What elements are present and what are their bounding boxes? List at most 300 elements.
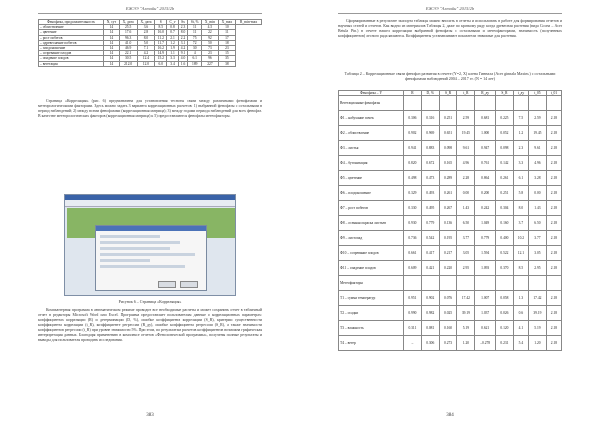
value-cell: 0.7 (167, 30, 179, 35)
value-cell: 8.0 (137, 35, 155, 40)
value-cell (546, 96, 561, 111)
value-cell: 2.59 (457, 111, 475, 126)
value-cell: 19.45 (457, 126, 475, 141)
value-cell: 0.941 (404, 141, 422, 156)
column-header: D, % (421, 91, 439, 96)
value-cell: 17 (218, 35, 235, 40)
column-header: N, сут (104, 20, 120, 25)
value-cell: 0.400 (496, 231, 514, 246)
value-cell: 0.160 (496, 216, 514, 231)
value-cell (439, 276, 457, 291)
value-cell: 23 (202, 51, 219, 56)
value-cell: 212.0 (119, 61, 137, 66)
value-cell: 14 (104, 30, 120, 35)
value-cell: 14 (104, 40, 120, 45)
value-cell: 0.370 (496, 261, 514, 276)
value-cell: 4.96 (457, 156, 475, 171)
value-cell: 72 (188, 40, 202, 45)
row-label-cell: Ф6 – плодоношение (339, 186, 404, 201)
table-row (339, 216, 562, 231)
value-cell: 0.261 (496, 171, 514, 186)
value-cell: 2.18 (546, 321, 561, 336)
value-cell: 6.0 (155, 61, 167, 66)
value-cell (513, 96, 528, 111)
value-cell: 39.19 (457, 306, 475, 321)
value-cell (457, 96, 475, 111)
value-cell: 0.864 (475, 171, 496, 186)
table-row (339, 126, 562, 141)
table-row (39, 61, 262, 66)
value-cell: 0.00 (529, 186, 547, 201)
value-cell: 0.052 (496, 126, 514, 141)
value-cell: 2.95 (457, 261, 475, 276)
value-cell: 8.0 (178, 30, 188, 35)
value-cell: 1.594 (475, 246, 496, 261)
value-cell (439, 96, 457, 111)
value-cell: 4.1 (513, 321, 528, 336)
value-cell: 46.9 (119, 46, 137, 51)
value-cell: 11.7 (155, 40, 167, 45)
value-cell: 5.4 (513, 336, 528, 351)
column-header: t_05 (529, 91, 547, 96)
value-cell: 6.1 (188, 56, 202, 61)
value-cell: 1.007 (475, 291, 496, 306)
value-cell: 5.19 (457, 321, 475, 336)
value-cell: 5.8 (513, 186, 528, 201)
column-header: S_R (439, 91, 457, 96)
value-cell: 0.058 (496, 291, 514, 306)
value-cell: 0.542 (421, 231, 439, 246)
value-cell: 2.18 (546, 216, 561, 231)
value-cell: 0.081 (421, 321, 439, 336)
value-cell: 3.28 (529, 171, 547, 186)
column-header: Фенофазы, продолжительность (39, 20, 104, 25)
value-cell: 0.609 (404, 261, 422, 276)
value-cell (404, 96, 422, 111)
value-cell: 18 (218, 40, 235, 45)
value-cell: 30 (188, 46, 202, 51)
value-cell: 0.220 (439, 261, 457, 276)
value-cell: –0.278 (475, 336, 496, 351)
value-cell (404, 276, 422, 291)
value-cell: 9.61 (529, 141, 547, 156)
value-cell: 0.267 (439, 201, 457, 216)
row-label-cell: Ф9 – листопад (339, 231, 404, 246)
row-label-cell: – облиствление (39, 25, 104, 30)
value-cell: 1.20 (457, 336, 475, 351)
value-cell: 14 (104, 51, 120, 56)
value-cell: 0.306 (404, 111, 422, 126)
value-cell: 75 (188, 35, 202, 40)
value-cell: 73 (202, 46, 219, 51)
row-label-cell: T1 – сумма температур (339, 291, 404, 306)
value-cell: 12.1 (513, 246, 528, 261)
value-cell: 4.0 (178, 56, 188, 61)
column-header: Фенофазы – Y (339, 91, 404, 96)
row-label-cell: – цветение (39, 30, 104, 35)
table-body (339, 96, 562, 351)
row-label-cell: – одревеснение побегов (39, 40, 104, 45)
value-cell: 2.18 (546, 141, 561, 156)
value-cell: 1.049 (475, 216, 496, 231)
value-cell: 0.160 (439, 321, 457, 336)
value-cell: 14 (104, 35, 120, 40)
value-cell: 23 (218, 46, 235, 51)
value-cell (529, 96, 547, 111)
value-cell: 0.661 (404, 246, 422, 261)
value-cell: 1.6 (178, 61, 188, 66)
value-cell: 2.18 (546, 156, 561, 171)
column-header: S_R (496, 91, 514, 96)
value-cell (546, 276, 561, 291)
value-cell: 11 (188, 25, 202, 30)
value-cell: 2.28 (457, 171, 475, 186)
dialog-field (100, 265, 185, 268)
value-cell: 10 (218, 25, 235, 30)
value-cell: 0.289 (439, 171, 457, 186)
value-cell: 2.18 (546, 306, 561, 321)
value-cell: 4 (188, 51, 202, 56)
value-cell: 12.0 (137, 61, 155, 66)
value-cell: 3.4 (167, 61, 179, 66)
value-cell: 2.2 (178, 35, 188, 40)
table-row (339, 276, 562, 291)
column-header: t_ду (513, 91, 528, 96)
value-cell: 0.8 (167, 25, 179, 30)
row-label-cell: Ф7 – рост побегов (339, 201, 404, 216)
value-cell: 9.61 (457, 141, 475, 156)
figure-caption: Рисунок 6 – Страница «Корреляция» (118, 299, 182, 304)
value-cell: 0.982 (421, 306, 439, 321)
column-header: St, % (188, 20, 202, 25)
value-cell: 0.421 (421, 261, 439, 276)
value-cell: 1.9 (167, 46, 179, 51)
value-cell: 2.18 (546, 126, 561, 141)
value-cell: 0.990 (404, 306, 422, 321)
phenophase-stats-table (38, 19, 262, 67)
value-cell: 17.42 (529, 291, 547, 306)
value-cell: 0.231 (496, 336, 514, 351)
row-label-cell: T4 – ветер (339, 336, 404, 351)
column-header: X_min (202, 20, 219, 25)
header-rule (338, 13, 562, 14)
dialog-field (100, 253, 195, 256)
value-cell: 0.225 (496, 111, 514, 126)
paragraph-program-description: Компьютерная программа в автоматическом режиме проводит все необходимые расчеты и может сохранить отчет в табличный отчет в редакторы Microsoft Word или Excel. Программа предоставляет пользователям данные о корреляционных параметрах: коэффициентах корреляции (R) и детерминации (D, %), ошибке коэффициента корреляции (S_R), критерии существенности коэффициента корреляции (t_R), коэффициенте регрессии (R_ду), ошибке коэффициента регрессии (S_R), а также значимости коэффициентов регрессии (t_R) при уровне значимости 5%. При этом, по результатам расчетов коэффициентов возможна графическая интерпретация данных. Благодаря применению в комплексе отчетов «Фенологической программы», получены полные результаты и выводы для пользователя проводить исследования. (38, 308, 262, 342)
running-header: ЕЖЭЭ "Алтайн" 2015/2b (125, 6, 175, 11)
dialog-field (100, 247, 170, 250)
value-cell: 0.621 (475, 321, 496, 336)
column-header: R (404, 91, 422, 96)
table-row (339, 201, 562, 216)
value-cell: 0.779 (475, 231, 496, 246)
value-cell: 0.498 (404, 171, 422, 186)
value-cell: 0.779 (421, 216, 439, 231)
value-cell: 2.18 (546, 231, 561, 246)
value-cell: 0.00 (457, 186, 475, 201)
value-cell: 11 (188, 30, 202, 35)
page-number: 383 (146, 413, 154, 418)
value-cell: 3.7 (513, 216, 528, 231)
value-cell: 38 (218, 61, 235, 66)
row-label-cell: – плодоношение (39, 46, 104, 51)
value-cell: 1.3 (513, 291, 528, 306)
dialog-field (100, 235, 160, 238)
value-cell: 2.8 (137, 30, 155, 35)
value-cell: 14 (104, 25, 120, 30)
value-cell (496, 96, 514, 111)
table-row (339, 96, 562, 111)
dialog-field (100, 259, 150, 262)
value-cell: 0.902 (404, 126, 422, 141)
value-cell: 0.316 (421, 111, 439, 126)
value-cell: 2.18 (546, 186, 561, 201)
table-row (339, 231, 562, 246)
table-row (339, 321, 562, 336)
column-header: R_min-max (236, 20, 262, 25)
value-cell: 22 (202, 30, 219, 35)
value-cell: 2.18 (546, 171, 561, 186)
value-cell: 1.20 (529, 336, 547, 351)
value-cell: 4.2 (137, 51, 155, 56)
value-cell: 0.142 (496, 156, 514, 171)
table-row (339, 141, 562, 156)
value-cell: 41.0 (119, 40, 137, 45)
value-cell: 0.930 (404, 216, 422, 231)
value-cell: 2.1 (167, 35, 179, 40)
table-row (339, 336, 562, 351)
value-cell: 0.6 (513, 306, 528, 321)
value-cell: 0.761 (475, 156, 496, 171)
value-cell (529, 276, 547, 291)
value-cell: 1.2 (167, 40, 179, 45)
dialog-ok-button (158, 281, 176, 288)
value-cell: 14 (104, 61, 120, 66)
value-cell: 2.95 (529, 261, 547, 276)
value-cell: 5.0 (137, 40, 155, 45)
value-cell (513, 276, 528, 291)
row-label-cell: Ф5 – цветение (339, 171, 404, 186)
value-cell: 0.329 (404, 186, 422, 201)
row-label-cell: Ф2 – облиствление (339, 126, 404, 141)
row-label-cell: T3 – влажность (339, 321, 404, 336)
value-cell (496, 276, 514, 291)
value-cell: 19.45 (529, 126, 547, 141)
value-cell: 1.43 (529, 201, 547, 216)
row-label-cell: Ф11 – опадение плодов (339, 261, 404, 276)
row-label-cell: Ф1 – набухание почек (339, 111, 404, 126)
row-label-cell: Ф10 – созревание плодов (339, 246, 404, 261)
table-row (339, 246, 562, 261)
value-cell: 6.50 (529, 216, 547, 231)
value-cell: 3.05 (457, 246, 475, 261)
value-cell: 3.77 (529, 231, 547, 246)
value-cell: 6.50 (457, 216, 475, 231)
value-cell: 2.18 (546, 336, 561, 351)
value-cell: 0.261 (439, 186, 457, 201)
paragraph-export: Сформированные в результате экспорта таблицы можно вносить в отчеты и использовать в работе для формирования отчетов и научных статей и отчетов. Как видно из материалов Таблицы 2, даже по краткому ряду когда древесная растения (вида Сосна – Acer Betula Pin.) в отчете нашел корреляции выбранной фенофазы с остальными и метеофакторами, значимость (полученных коэффициентов) лесного ряда являются. Коэффициенты устанавливают показатели значимые для растения. (338, 19, 562, 38)
running-header: ЕЖЭЭ "Алтайн" 2015/2b (425, 6, 475, 11)
value-cell: 8.5 (155, 25, 167, 30)
value-cell: 0.522 (496, 246, 514, 261)
value-cell: 0.883 (421, 141, 439, 156)
value-cell: 11.2 (155, 35, 167, 40)
value-cell: 0.076 (439, 291, 457, 306)
value-cell (457, 276, 475, 291)
value-cell: 39.19 (529, 306, 547, 321)
value-cell: 17.42 (457, 291, 475, 306)
row-label-cell: – созревание плодов (39, 51, 104, 56)
value-cell: 0.951 (404, 291, 422, 306)
value-cell: 96.3 (119, 35, 137, 40)
value-cell: 1.1 (167, 51, 179, 56)
value-cell: 3.6 (137, 25, 155, 30)
value-cell: 12.4 (137, 56, 155, 61)
value-cell: 2.18 (546, 291, 561, 306)
value-cell: 0.251 (496, 186, 514, 201)
table-header-row (39, 20, 262, 25)
value-cell: 7.1 (137, 46, 155, 51)
page-number: 384 (446, 413, 454, 418)
value-cell: 1.2 (513, 126, 528, 141)
value-cell: 0.098 (496, 141, 514, 156)
value-cell: 17.6 (119, 30, 137, 35)
column-header: Sx (178, 20, 188, 25)
value-cell: 3.1 (178, 40, 188, 45)
value-cell: 0.736 (404, 231, 422, 246)
dialog-field (100, 241, 180, 244)
row-label-cell: Ф3 – листья (339, 141, 404, 156)
value-cell: 2.3 (178, 25, 188, 30)
value-cell: 7.5 (513, 111, 528, 126)
value-cell: 6.1 (513, 171, 528, 186)
value-cell: 0.026 (496, 306, 514, 321)
row-label-cell: Метеофакторы (339, 276, 404, 291)
value-cell: 2.3 (513, 141, 528, 156)
value-cell (475, 96, 496, 111)
value-cell: 0.273 (439, 336, 457, 351)
value-cell: 1.093 (475, 261, 496, 276)
value-cell (421, 96, 439, 111)
value-cell: 2.18 (546, 201, 561, 216)
value-cell: 9.1 (178, 51, 188, 56)
value-cell: 15.2 (155, 56, 167, 61)
value-cell: 0.330 (404, 201, 422, 216)
value-cell: 2.18 (546, 246, 561, 261)
value-cell: 3.3 (167, 56, 179, 61)
dialog-title-bar (96, 226, 206, 231)
column-header: R_ду (475, 91, 496, 96)
column-header: S (155, 20, 167, 25)
value-cell: 0.136 (439, 216, 457, 231)
value-cell (421, 276, 439, 291)
value-cell: 0.681 (475, 111, 496, 126)
value-cell: 1.43 (457, 201, 475, 216)
value-cell: 2.18 (546, 111, 561, 126)
table-row (339, 306, 562, 321)
table-row (339, 291, 562, 306)
value-cell: 92 (202, 35, 219, 40)
value-cell: 14.9 (155, 51, 167, 56)
value-cell: 0.242 (475, 201, 496, 216)
value-cell: 0.195 (439, 231, 457, 246)
row-label-cell: – вегетация (39, 61, 104, 66)
row-label-cell: T2 – осадки (339, 306, 404, 321)
value-cell: 0.969 (421, 126, 439, 141)
value-cell: 0.672 (421, 156, 439, 171)
window-menu-bar (65, 200, 235, 207)
table-row (339, 156, 562, 171)
value-cell: 35 (218, 56, 235, 61)
dialog-cancel-button (180, 281, 198, 288)
value-cell: 0.495 (421, 201, 439, 216)
column-header: X, дата (137, 20, 155, 25)
value-cell: 189 (188, 61, 202, 66)
value-cell: 0.820 (404, 156, 422, 171)
value-cell: 0.165 (439, 156, 457, 171)
value-cell: 0.098 (439, 141, 457, 156)
value-cell: 2.18 (546, 261, 561, 276)
value-cell: 3.05 (529, 246, 547, 261)
value-cell: 96 (202, 56, 219, 61)
table-row (339, 171, 562, 186)
correlation-table (338, 90, 562, 351)
value-cell: 4.96 (529, 156, 547, 171)
table-row (339, 261, 562, 276)
value-cell: 0.473 (421, 171, 439, 186)
value-cell: 3.3 (513, 156, 528, 171)
value-cell: 5.19 (529, 321, 547, 336)
value-cell: 8.5 (513, 261, 528, 276)
value-cell: 16.0 (155, 30, 167, 35)
value-cell: 50 (202, 40, 219, 45)
column-header: X, дата (119, 20, 137, 25)
value-cell: 0.493 (421, 186, 439, 201)
row-label-cell: Ф8 – осенняя окраска листьев (339, 216, 404, 231)
row-label-cell: – опадение плодов (39, 56, 104, 61)
table-caption: Таблица 2 – Корреляционные связи фенофаз развития в отчете (Y=2, X) клена Гиннала (Acer ginnala Maxim.) с остальными фенофазами наблюдений 2004 – 2017 гг. (N = 14 лет) (344, 71, 556, 81)
value-cell: 1.037 (475, 306, 496, 321)
value-cell: 2.59 (529, 111, 547, 126)
value-cell: 0.651 (439, 126, 457, 141)
value-cell: 0.902 (421, 291, 439, 306)
value-cell: 22.1 (119, 51, 137, 56)
value-cell: 0.311 (404, 321, 422, 336)
header-rule (38, 13, 262, 14)
value-cell: 4.2 (178, 46, 188, 51)
value-cell: – (404, 336, 422, 351)
value-cell: 0.947 (475, 141, 496, 156)
value-cell: 3.77 (457, 231, 475, 246)
value-cell: 0.120 (496, 321, 514, 336)
table-body (39, 25, 262, 67)
value-cell: 0.200 (475, 186, 496, 201)
value-cell: 0.217 (439, 246, 457, 261)
row-label-cell: Вегетационные фенофазы (339, 96, 404, 111)
column-header: t_R (457, 91, 475, 96)
value-cell: 0.251 (439, 111, 457, 126)
table-row (339, 186, 562, 201)
value-cell: 0.417 (421, 246, 439, 261)
value-cell: 11 (218, 30, 235, 35)
row-label-cell: – рост побегов (39, 35, 104, 40)
table-header-row (39, 20, 262, 25)
value-cell: 8.0 (513, 201, 528, 216)
correlation-page-figure (64, 194, 236, 296)
value-cell: 227 (202, 61, 219, 66)
value-cell: 16.2 (155, 46, 167, 51)
column-header: t_01 (546, 91, 561, 96)
